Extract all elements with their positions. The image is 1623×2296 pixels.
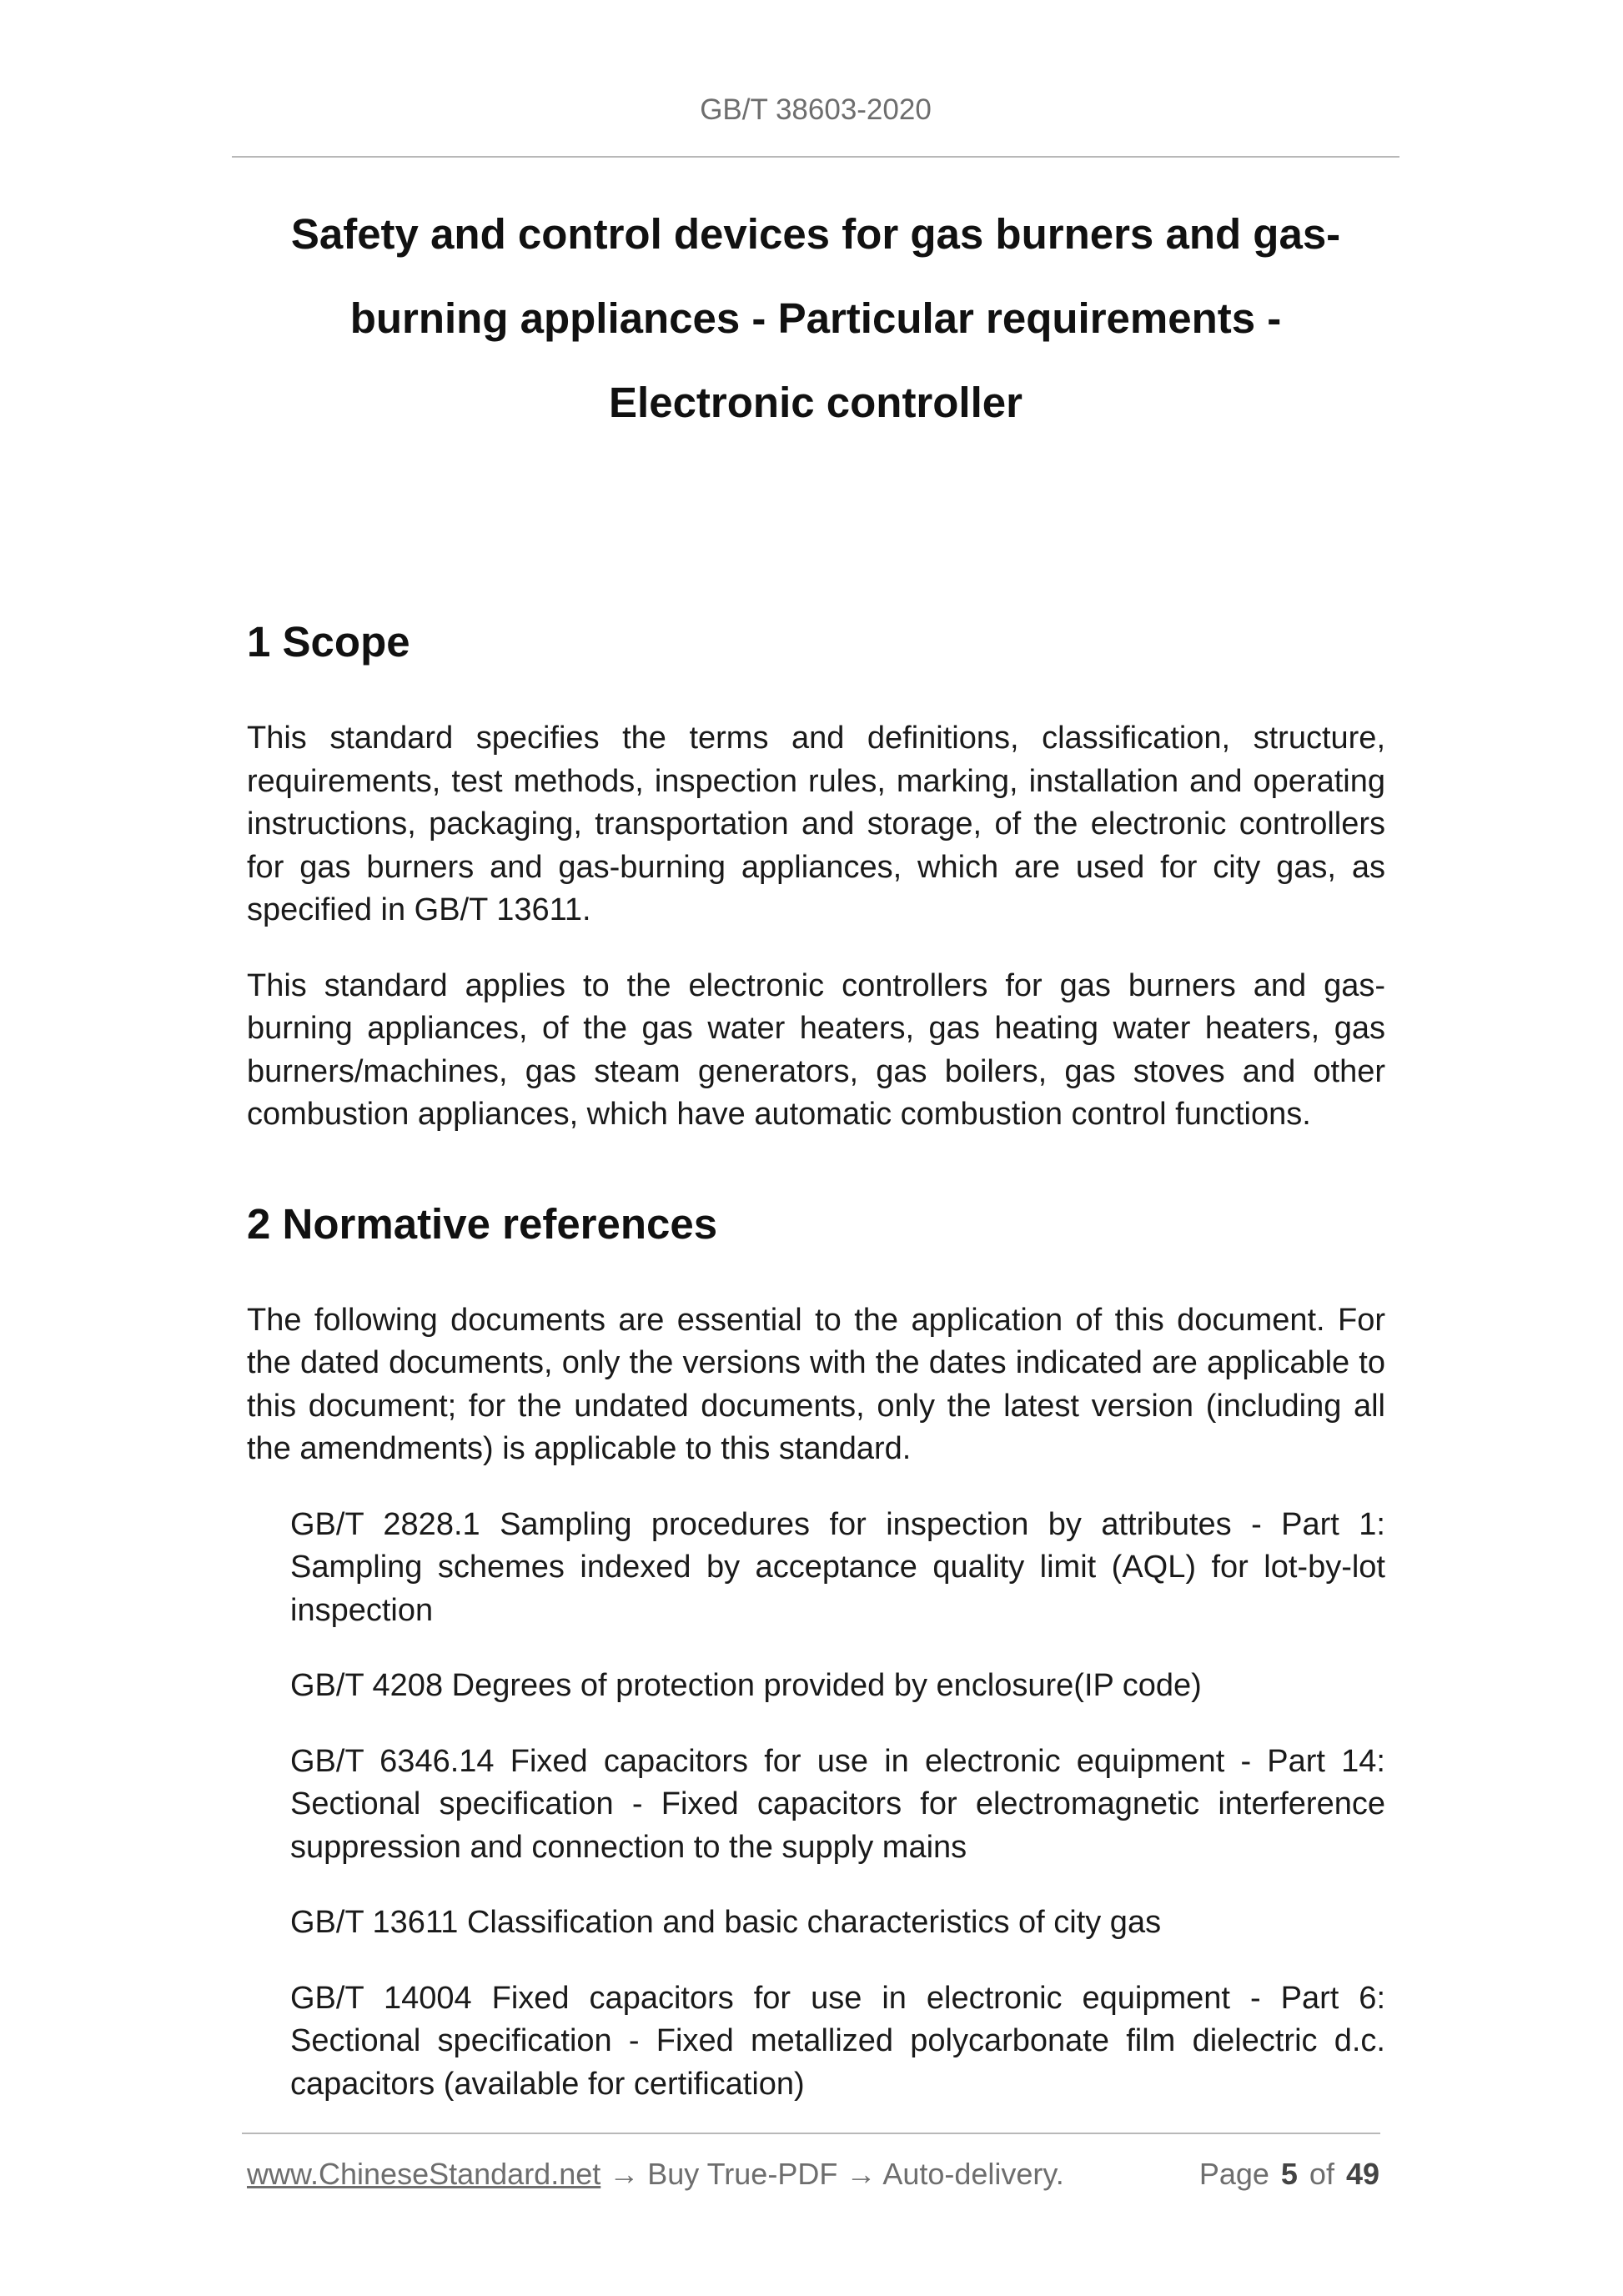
website-link[interactable]: www.ChineseStandard.net bbox=[247, 2157, 601, 2191]
footer-tagline: → Buy True-PDF → Auto-delivery. bbox=[600, 2157, 1064, 2191]
page-label: Page bbox=[1198, 2157, 1269, 2191]
reference-item: GB/T 4208 Degrees of protection provided by enclosure(IP code) bbox=[290, 1668, 1202, 1703]
page-indicator bbox=[1199, 2153, 1379, 2195]
footer-promo bbox=[247, 2153, 1064, 2195]
footer-divider bbox=[242, 2133, 1380, 2134]
total-page-count: 49 bbox=[1345, 2157, 1379, 2191]
title-line-1: Safety and control devices for gas burners and gas- bbox=[290, 210, 1341, 258]
scope-paragraph-2: This standard applies to the electronic controllers for gas burners and gas-burning appliances, of the gas water heaters, gas heating water heaters, gas burners/machines, gas steam generators, gas boilers, gas stoves and other combustion appliances, which have automatic combustion control functions. bbox=[247, 967, 1385, 1132]
scope-paragraph-1: This standard specifies the terms and definitions, classification, structure, requirements, test methods, inspection rules, marking, installation and operating instructions, packaging, transportation and storage, of the electronic controllers for gas burners and gas-burning appliances, which are used for city gas, as specified in GB/T 13611. bbox=[247, 721, 1385, 927]
title-line-3: Electronic controller bbox=[609, 379, 1023, 426]
title-line-2: burning appliances - Particular requirements - bbox=[349, 294, 1282, 342]
reference-item: GB/T 2828.1 Sampling procedures for inspection by attributes - Part 1: Sampling schemes indexed by acceptance quality limit (AQL) for lot-by-lot inspection bbox=[290, 1506, 1385, 1628]
section-heading-scope: 1 Scope bbox=[247, 618, 410, 666]
document-body bbox=[247, 613, 1385, 2138]
current-page-number: 5 bbox=[1280, 2157, 1298, 2191]
reference-list bbox=[247, 1504, 1385, 2107]
section-heading-normative-references: 2 Normative references bbox=[247, 1199, 718, 1248]
reference-item: GB/T 13611 Classification and basic characteristics of city gas bbox=[290, 1905, 1162, 1940]
of-label: of bbox=[1309, 2157, 1334, 2191]
references-intro-paragraph: The following documents are essential to the application of this document. For the dated documents, only the versions with the dates indicated are applicable to this document; for the undated documents, only the latest version (including all the amendments) is applicable to this standard. bbox=[247, 1302, 1385, 1466]
reference-item: GB/T 14004 Fixed capacitors for use in electronic equipment - Part 6: Sectional specification - Fixed metallized polycarbonate film dielectric d.c. capacitors (available for certification) bbox=[290, 1980, 1385, 2102]
reference-item: GB/T 6346.14 Fixed capacitors for use in electronic equipment - Part 14: Sectional specification - Fixed capacitors for electromagnetic interference suppression and connection to the supply mains bbox=[290, 1743, 1385, 1865]
page-header: GB/T 38603-2020 bbox=[700, 93, 932, 126]
document-title bbox=[232, 192, 1399, 445]
header-divider bbox=[232, 156, 1399, 158]
